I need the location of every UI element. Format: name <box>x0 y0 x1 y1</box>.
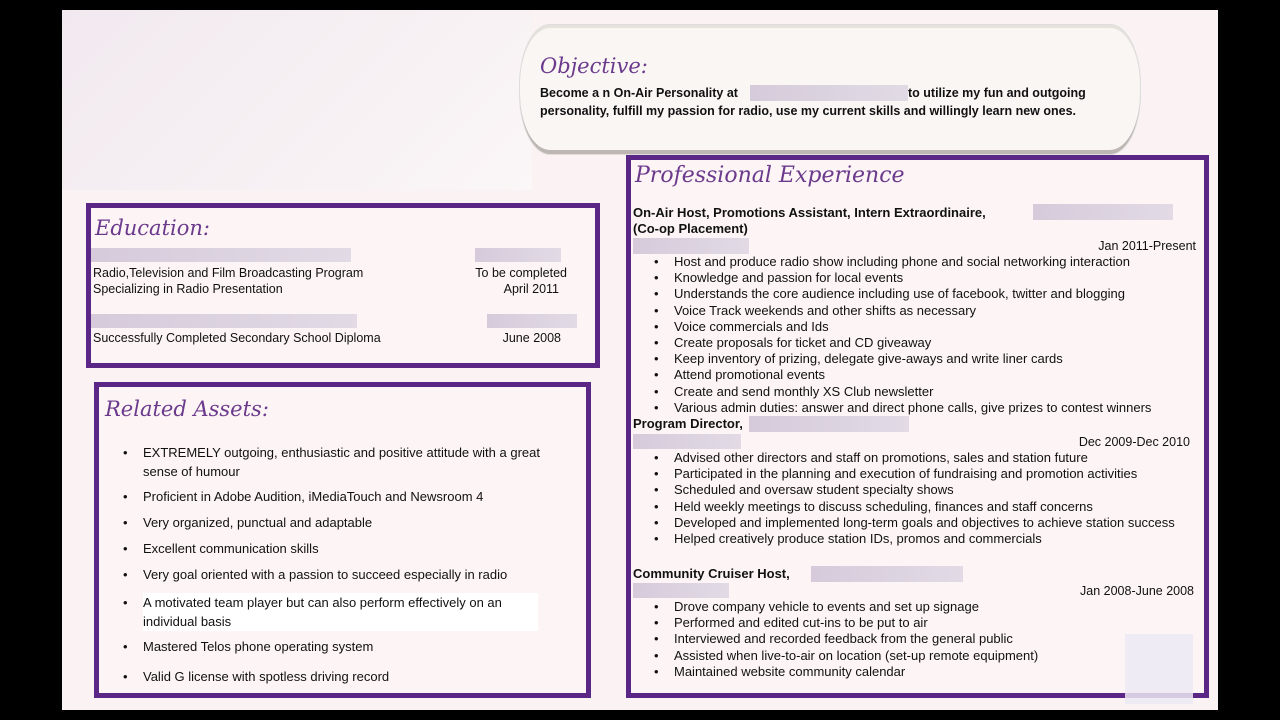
experience-item: • Voice commercials and Ids <box>674 319 1194 335</box>
experience-item: • Performed and edited cut-ins to be put to air <box>674 615 1184 631</box>
experience-item: • Host and produce radio show including phone and social networking interaction <box>674 254 1194 270</box>
experience-item: • Drove company vehicle to events and set up signage <box>674 599 1184 615</box>
redacted-location <box>633 583 729 598</box>
redacted-employer <box>749 416 909 432</box>
experience-item: • Participated in the planning and execution of fundraising and promotion activities <box>674 466 1184 482</box>
job-dates: Dec 2009-Dec 2010 <box>1078 435 1190 449</box>
related-assets-section <box>94 382 591 698</box>
job-dates: Jan 2008-June 2008 <box>1080 584 1194 598</box>
experience-item: • Various admin duties: answer and direct phone calls, give prizes to contest winners <box>674 400 1194 416</box>
objective-title: Objective: <box>540 54 648 78</box>
redacted <box>487 314 577 328</box>
experience-item: • Interviewed and recorded feedback from the general public <box>674 631 1184 647</box>
experience-item: • Voice Track weekends and other shifts as necessary <box>674 303 1194 319</box>
education-row: Specializing in Radio Presentation <box>93 282 283 296</box>
education-row: Radio,Television and Film Broadcasting Program <box>93 266 364 280</box>
experience-item: • Scheduled and oversaw student specialty shows <box>674 482 1184 498</box>
education-row: Successfully Completed Secondary School Diploma <box>93 331 381 345</box>
experience-item: • Assisted when live-to-air on location (set-up remote equipment) <box>674 648 1184 664</box>
redacted-employer <box>811 566 963 582</box>
redacted-corner <box>1125 634 1193 704</box>
education-date: April 2011 <box>503 282 559 296</box>
education-title: Education: <box>95 216 210 240</box>
experience-item: • Helped creatively produce station IDs, promos and commercials <box>674 531 1184 547</box>
asset-item: • Excellent communication skills <box>143 541 563 556</box>
education-section <box>86 203 600 368</box>
redacted-station <box>750 85 908 101</box>
education-date: To be completed <box>475 266 567 280</box>
asset-item: • Mastered Telos phone operating system <box>143 639 563 654</box>
experience-item: • Keep inventory of prizing, delegate give-aways and write liner cards <box>674 351 1194 367</box>
job-title: On-Air Host, Promotions Assistant, Intern Extraordinaire, <box>633 205 986 220</box>
experience-item: • Maintained website community calendar <box>674 664 1184 680</box>
redacted-school <box>91 314 357 328</box>
related-assets-title: Related Assets: <box>105 397 269 421</box>
experience-item: • Advised other directors and staff on promotions, sales and station future <box>674 450 1184 466</box>
experience-item: • Understands the core audience including use of facebook, twitter and blogging <box>674 286 1194 302</box>
asset-item: • Valid G license with spotless driving record <box>143 669 563 684</box>
asset-item: • Very organized, punctual and adaptable <box>143 515 563 530</box>
objective-line1b: to utilize my fun and outgoing <box>908 86 1086 100</box>
job-title: Program Director, <box>633 416 743 431</box>
asset-item: • Very goal oriented with a passion to succeed especially in radio <box>143 567 563 582</box>
job-subtitle: (Co-op Placement) <box>633 221 748 236</box>
redacted-employer <box>1033 204 1173 220</box>
redacted-school <box>91 248 351 262</box>
redacted <box>475 248 561 262</box>
experience-item: • Create and send monthly XS Club newsletter <box>674 384 1194 400</box>
job-dates: Jan 2011-Present <box>1098 239 1196 253</box>
asset-item: • Proficient in Adobe Audition, iMediaTouch and Newsroom 4 <box>143 489 563 504</box>
experience-item: • Knowledge and passion for local events <box>674 270 1194 286</box>
professional-experience-section <box>626 155 1209 698</box>
redacted-location <box>633 434 741 449</box>
asset-item: • A motivated team player but can also perform effectively on an individual basis <box>143 593 538 631</box>
experience-item: • Held weekly meetings to discuss scheduling, finances and staff concerns <box>674 499 1184 515</box>
experience-title: Professional Experience <box>635 163 905 188</box>
experience-item: • Create proposals for ticket and CD giveaway <box>674 335 1194 351</box>
redacted-location <box>633 238 749 254</box>
objective-line1a: Become a n On-Air Personality at <box>540 86 738 100</box>
education-date: June 2008 <box>502 331 561 345</box>
experience-item: • Attend promotional events <box>674 367 1194 383</box>
objective-line2: personality, fulfill my passion for radio, use my current skills and willingly learn new ones. <box>540 104 1077 118</box>
asset-item: • EXTREMELY outgoing, enthusiastic and positive attitude with a great sense of humour <box>143 443 563 481</box>
redacted-header <box>62 10 532 190</box>
job-title: Community Cruiser Host, <box>633 566 790 581</box>
experience-item: • Developed and implemented long-term goals and objectives to achieve station success <box>674 515 1184 531</box>
objective-section <box>520 25 1140 154</box>
